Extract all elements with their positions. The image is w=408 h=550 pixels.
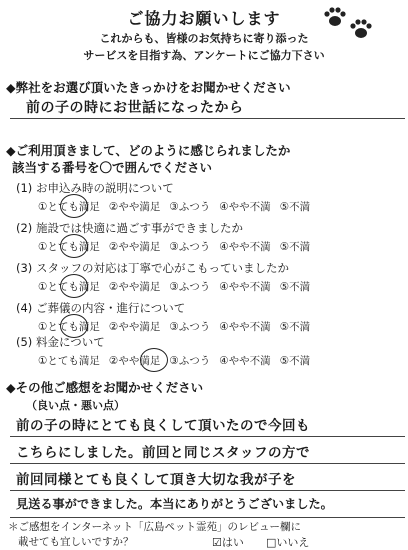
question-2: (2) 施設では快適に過ごす事ができましたか bbox=[16, 221, 243, 235]
option[interactable]: ③ふつう bbox=[169, 201, 211, 213]
section1-heading: ◆弊社をお選び頂いたきっかけをお聞かせください bbox=[6, 80, 291, 95]
paw-print-icon bbox=[322, 6, 348, 28]
option[interactable]: ⑤不満 bbox=[279, 355, 311, 367]
option[interactable]: ①とても満足 bbox=[38, 201, 100, 213]
intro-line-2: サービスを目指す為、アンケートにご協力下さい bbox=[83, 49, 325, 62]
review-consent-question: ＊ご感想をインターネット「広島ペット霊苑」のレビュー欄に bbox=[8, 521, 302, 533]
section3-heading: ◆その他ご感想をお聞かせください bbox=[6, 380, 204, 395]
option[interactable]: ①とても満足 bbox=[38, 281, 100, 293]
handwritten-comment-line: 前回同様とても良くして頂き大切な我が子を bbox=[16, 472, 296, 488]
option[interactable]: ⑤不満 bbox=[279, 321, 311, 333]
option[interactable]: ③ふつう bbox=[169, 281, 211, 293]
selected-answer-circle bbox=[60, 274, 88, 298]
option[interactable]: ①とても満足 bbox=[38, 241, 100, 253]
question-5: (5) 料金について bbox=[16, 335, 105, 349]
section2-subheading: 該当する番号を〇で囲んでください bbox=[12, 160, 213, 175]
answer-line bbox=[10, 463, 405, 464]
option[interactable]: ②やや満足 bbox=[108, 281, 161, 293]
selected-answer-circle bbox=[60, 234, 88, 258]
option[interactable]: ③ふつう bbox=[169, 355, 211, 367]
option[interactable]: ②やや満足 bbox=[108, 321, 161, 333]
option[interactable]: ⑤不満 bbox=[279, 281, 311, 293]
option[interactable]: ④やや不満 bbox=[219, 241, 271, 253]
consent-yes-checkbox[interactable]: ☑はい bbox=[212, 536, 244, 549]
option[interactable]: ④やや不満 bbox=[219, 201, 271, 213]
consent-no-checkbox[interactable]: □いいえ bbox=[266, 536, 310, 549]
option[interactable]: ④やや不満 bbox=[219, 321, 271, 333]
question-4: (4) ご葬儀の内容・進行について bbox=[16, 301, 186, 315]
section1-answer-line bbox=[10, 118, 405, 119]
option[interactable]: ④やや不満 bbox=[219, 281, 271, 293]
option[interactable]: ②やや満足 bbox=[108, 241, 161, 253]
option[interactable]: ③ふつう bbox=[169, 241, 211, 253]
handwritten-comment-line: 前の子の時にとても良くして頂いたので今回も bbox=[16, 418, 310, 434]
answer-line bbox=[10, 436, 405, 437]
option[interactable]: ③ふつう bbox=[169, 321, 211, 333]
handwritten-comment-line: こちらにしました。前回と同じスタッフの方で bbox=[16, 445, 310, 461]
option[interactable]: ④やや不満 bbox=[219, 355, 271, 367]
option[interactable]: ①とても満足 bbox=[38, 321, 100, 333]
handwritten-comment-line: 見送る事ができました。本当にありがとうございました。 bbox=[16, 497, 333, 511]
selected-answer-circle bbox=[60, 314, 88, 338]
question-1: (1) お申込み時の説明について bbox=[16, 181, 174, 195]
option[interactable]: ⑤不満 bbox=[279, 201, 311, 213]
answer-line bbox=[10, 490, 405, 491]
option[interactable]: ⑤不満 bbox=[279, 241, 311, 253]
question-3: (3) スタッフの対応は丁寧で心がこもっていましたか bbox=[16, 261, 289, 275]
section1-handwritten-answer: 前の子の時にお世話になったから bbox=[26, 100, 244, 116]
question-5-options bbox=[38, 353, 319, 368]
page-title: ご協力お願いします bbox=[127, 9, 281, 28]
section3-subheading: （良い点・悪い点） bbox=[26, 399, 125, 412]
selected-answer-circle bbox=[140, 348, 168, 372]
option[interactable]: ①とても満足 bbox=[38, 355, 100, 367]
option[interactable]: ②やや満足 bbox=[108, 355, 161, 367]
review-consent-question-2: 載せても宜しいですか？ bbox=[18, 536, 134, 548]
section2-heading: ◆ご利用頂きまして、どのように感じられましたか bbox=[6, 143, 291, 158]
selected-answer-circle bbox=[60, 194, 88, 218]
intro-line-1: これからも、皆様のお気持ちに寄り添った bbox=[99, 32, 309, 45]
option[interactable]: ②やや満足 bbox=[108, 201, 161, 213]
answer-line bbox=[10, 517, 405, 518]
